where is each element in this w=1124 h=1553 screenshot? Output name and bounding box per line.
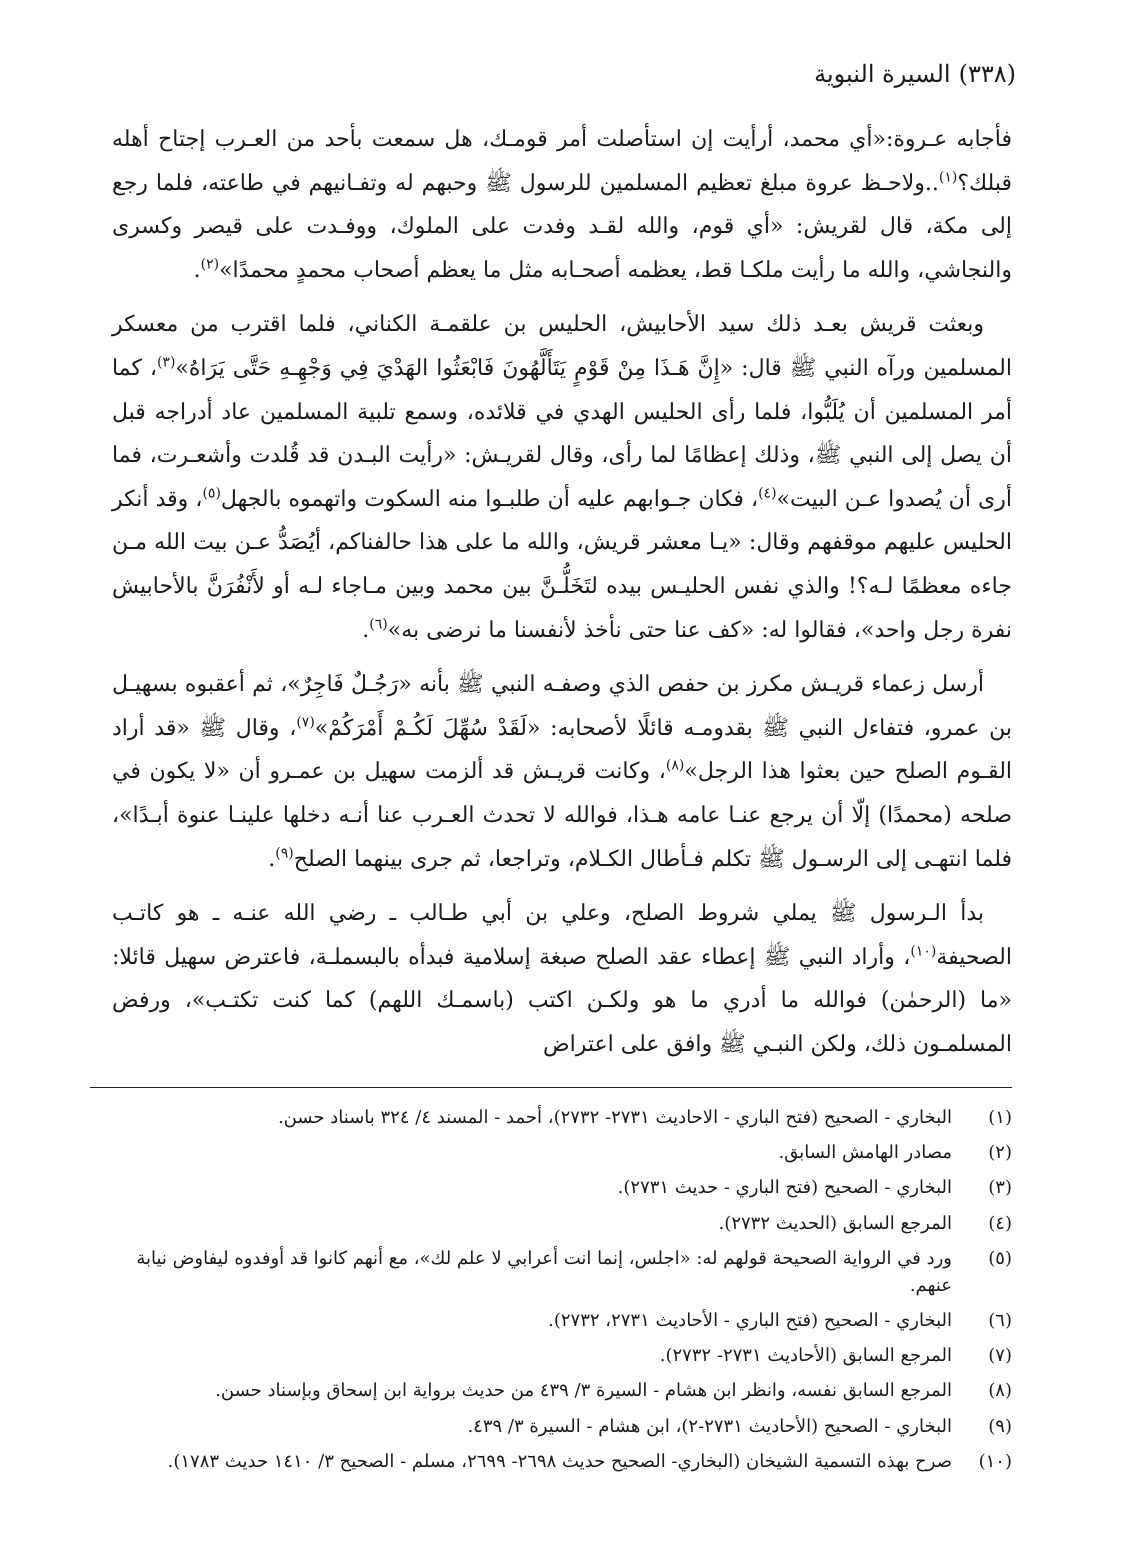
footnote-number: (١٠) (978, 1450, 1012, 1472)
text-run: . (362, 617, 370, 643)
text-run: ..ولاحـظ عروة مبلغ تعظيم المسلمين للرسول ﷺ وحبهم له وتفـانيهم في طاعته، فلما رجع إلى مكة، قال لقريش: «أي قوم، والله لقـد وفدت على الملوك، ووفـدت على قيصر وكسرى والنجاشي، والله ما رأيت ملكـا قط، يعظمه أصحـابه مثل ما يعظم أصحاب محمدٍ محمدًا» (112, 170, 1012, 283)
footnote-number: (٧) (988, 1345, 1012, 1367)
text-run: وبعثت قريش بعـد ذلك سيد الأحابيش، الحليس بن علقمـة الكناني، فلما اقترب من معسكر المسلمين ورآه النبي ﷺ قال: «إِنَّ هَـذَا مِنْ قَوْمٍ يَتَأَلَّهُونَ فَابْعَثُوا الهَدْيَ فِي وَجْهِـهِ حَتَّى يَرَاهُ» (112, 312, 1012, 381)
footnote-text: صرح بهذه التسمية الشيخان (البخاري- الصحيح حديث ٢٦٩٨- ٢٦٩٩، مسلم - الصحيح ٣/ ١٤١٠ حديث ١٧٨٣). (167, 1450, 952, 1472)
footnote (112, 1104, 1012, 1131)
page-header (108, 54, 1016, 94)
text-run: ، كما أمر المسلمين أن يُلَبُّوا، فلما رأى الحليس الهدي في قلائده، وسمع تلبية المسلمين عاد أدراجه قبل أن يصل إلى النبي ﷺ، وذلك إعظامًا لما رأى، وقال لقريـش: «رأيت البـدن قد قُلدت وأشعـرت، فما أرى أن يُصدوا عـن البيت» (112, 355, 1012, 512)
text-run: ، فكان جـوابهم عليه أن طلبـوا منه السكوت واتهموه بالجهل (220, 486, 759, 512)
footnote (112, 1377, 1012, 1404)
paragraph (112, 118, 1012, 292)
text-run: . (268, 846, 276, 872)
footnote-text: البخاري - الصحيح (فتح الباري - الاحاديث ٢٧٣١- ٢٧٣٢)، أحمد - المسند ٤/ ٣٢٤ باسناد حسن. (277, 1107, 952, 1128)
footnote-number: (٨) (988, 1380, 1012, 1402)
footnote-number: (٤) (988, 1212, 1012, 1234)
text-run: بدأ الـرسول ﷺ يملي شروط الصلح، وعلي بن أبي طـالب ـ رضي الله عنـه ـ هو كاتـب الصحيفة (112, 901, 1012, 970)
footnote-text: المرجع السابق نفسه، وانظر ابن هشام - السيرة ٣/ ٤٣٩ من حديث برواية ابن إسحاق وبإسناد حسن. (215, 1380, 952, 1402)
footnote-text: المرجع السابق (الحديث ٢٧٣٢). (718, 1212, 952, 1234)
footnote-number: (٦) (988, 1309, 1012, 1331)
footnote-ref: (٨) (665, 757, 685, 774)
footnote-text: مصادر الهامش السابق. (778, 1142, 952, 1164)
footnote-ref: (٦) (369, 616, 388, 633)
footnote-ref: (٧) (296, 714, 315, 731)
footnote-number: (٢) (988, 1142, 1012, 1164)
footnote (112, 1307, 1012, 1334)
footnote-ref: (٣) (156, 354, 176, 371)
footnote-number: (٩) (988, 1415, 1012, 1437)
footnote-ref: (٩) (275, 845, 294, 862)
footnote-divider (90, 1087, 1012, 1088)
footnote-text: البخاري - الصحيح (الأحاديث ٢٧٣١-٢)، ابن هشام - السيرة ٣/ ٤٣٩. (467, 1415, 952, 1437)
footnote-text: ورد في الرواية الصحيحة قولهم له: «اجلس، إنما انت أعرابي لا علم لك»، مع أنهم كانوا قد أوفدوه ليفاوض نيابة عنهم. (136, 1247, 952, 1296)
footnote-text: البخاري - الصحيح (فتح الباري - الأحاديث ٢٧٣١، ٢٧٣٢). (548, 1309, 952, 1331)
page-number: (٣٣٨) (958, 60, 1016, 88)
footnote (112, 1210, 1012, 1237)
text-run: ، وكانت قريـش قد ألزمت سهيل بن عمـرو أن «لا يكون في صلحه (محمدًا) إلّا أن يرجع عنـا عامه هـذا، فوالله لا تحدث العـرب عنا أنـه دخلها علينـا عنوة أبـدًا»، فلما انتهـى إلى الرسـول ﷺ تكلم فـأطال الكـلام، وتراجعا، ثم جرى بينهما الصلح (112, 759, 1012, 872)
text-run: . (193, 257, 201, 283)
running-title: السيرة النبوية (814, 60, 951, 88)
paragraph (112, 892, 1012, 1066)
text-run: أرسل زعماء قريـش مكرز بن حفص الذي وصفـه النبي ﷺ بأنه «رَجُـلٌ فَاجِرٌ»، ثم أعقبوه بسهيـل بن عمرو، فتفاءل النبي ﷺ بقدومـه قائلًا لأصحابه: «لَقَدْ سُهِّلَ لَكُـمْ أَمْرَكُمْ» (112, 672, 1012, 741)
paragraph (112, 303, 1012, 652)
footnote (112, 1139, 1012, 1166)
footnote-number: (٣) (988, 1177, 1012, 1199)
footnote-ref: (١٠) (910, 943, 937, 960)
footnote (112, 1342, 1012, 1369)
text-run: فأجابه عـروة:«أي محمد، أرأيت إن استأصلت أمر قومـك، هل سمعت بأحد من العـرب إجتاح أهله قبلك؟ (112, 127, 1012, 196)
footnote-ref: (٤) (758, 485, 777, 502)
footnote-ref: (٢) (200, 256, 220, 273)
footnote (112, 1245, 1012, 1299)
main-text (112, 118, 1012, 1077)
footnote-ref: (١) (938, 169, 958, 186)
text-run: ، وقد أنكر الحليس عليهم موقفهم وقال: «يـا معشر قريش، والله ما على هذا حالفناكم، أيُصَدُّ عـن بيت الله مـن جاءه معظمًا لـه؟! والذي نفس الحليـس بيده لتَخَلُّـنَّ بين محمد وبين مـاجاء لـه أو لأَنْفُرَنَّ بالأحابيش نفرة رجل واحد»، فقالوا له: «كف عنا حتى نأخذ لأنفسنا ما نرضى به» (112, 486, 1012, 643)
footnote-number: (١) (988, 1107, 1012, 1128)
footnote-text: المرجع السابق (الأحاديث ٢٧٣١- ٢٧٣٢). (659, 1345, 952, 1367)
footnote-ref: (٥) (202, 485, 221, 502)
footnote (112, 1448, 1012, 1475)
text-run: ، وأراد النبي ﷺ إعطاء عقد الصلح صبغة إسلامية فبدأه بالبسملـة، فاعترض سهيل قائلا: «ما (الرحمٰن) فوالله ما أدري ما هو ولكـن اكتب (باسمـك اللهم) كما كنت تكتـب»، ورفض المسلمـون ذلك، ولكن النبـي ﷺ وافق على اعتراض (112, 944, 1012, 1057)
footnote-number: (٥) (988, 1247, 1012, 1269)
footnote-text: البخاري - الصحيح (فتح الباري - حديث ٢٧٣١). (617, 1177, 952, 1199)
footnote (112, 1174, 1012, 1201)
footnote (112, 1413, 1012, 1440)
paragraph (112, 663, 1012, 881)
text-run: ، وقال ﷺ «قد أراد القـوم الصلح حين بعثوا هذا الرجل» (112, 715, 1013, 785)
footnotes (112, 1104, 1012, 1483)
